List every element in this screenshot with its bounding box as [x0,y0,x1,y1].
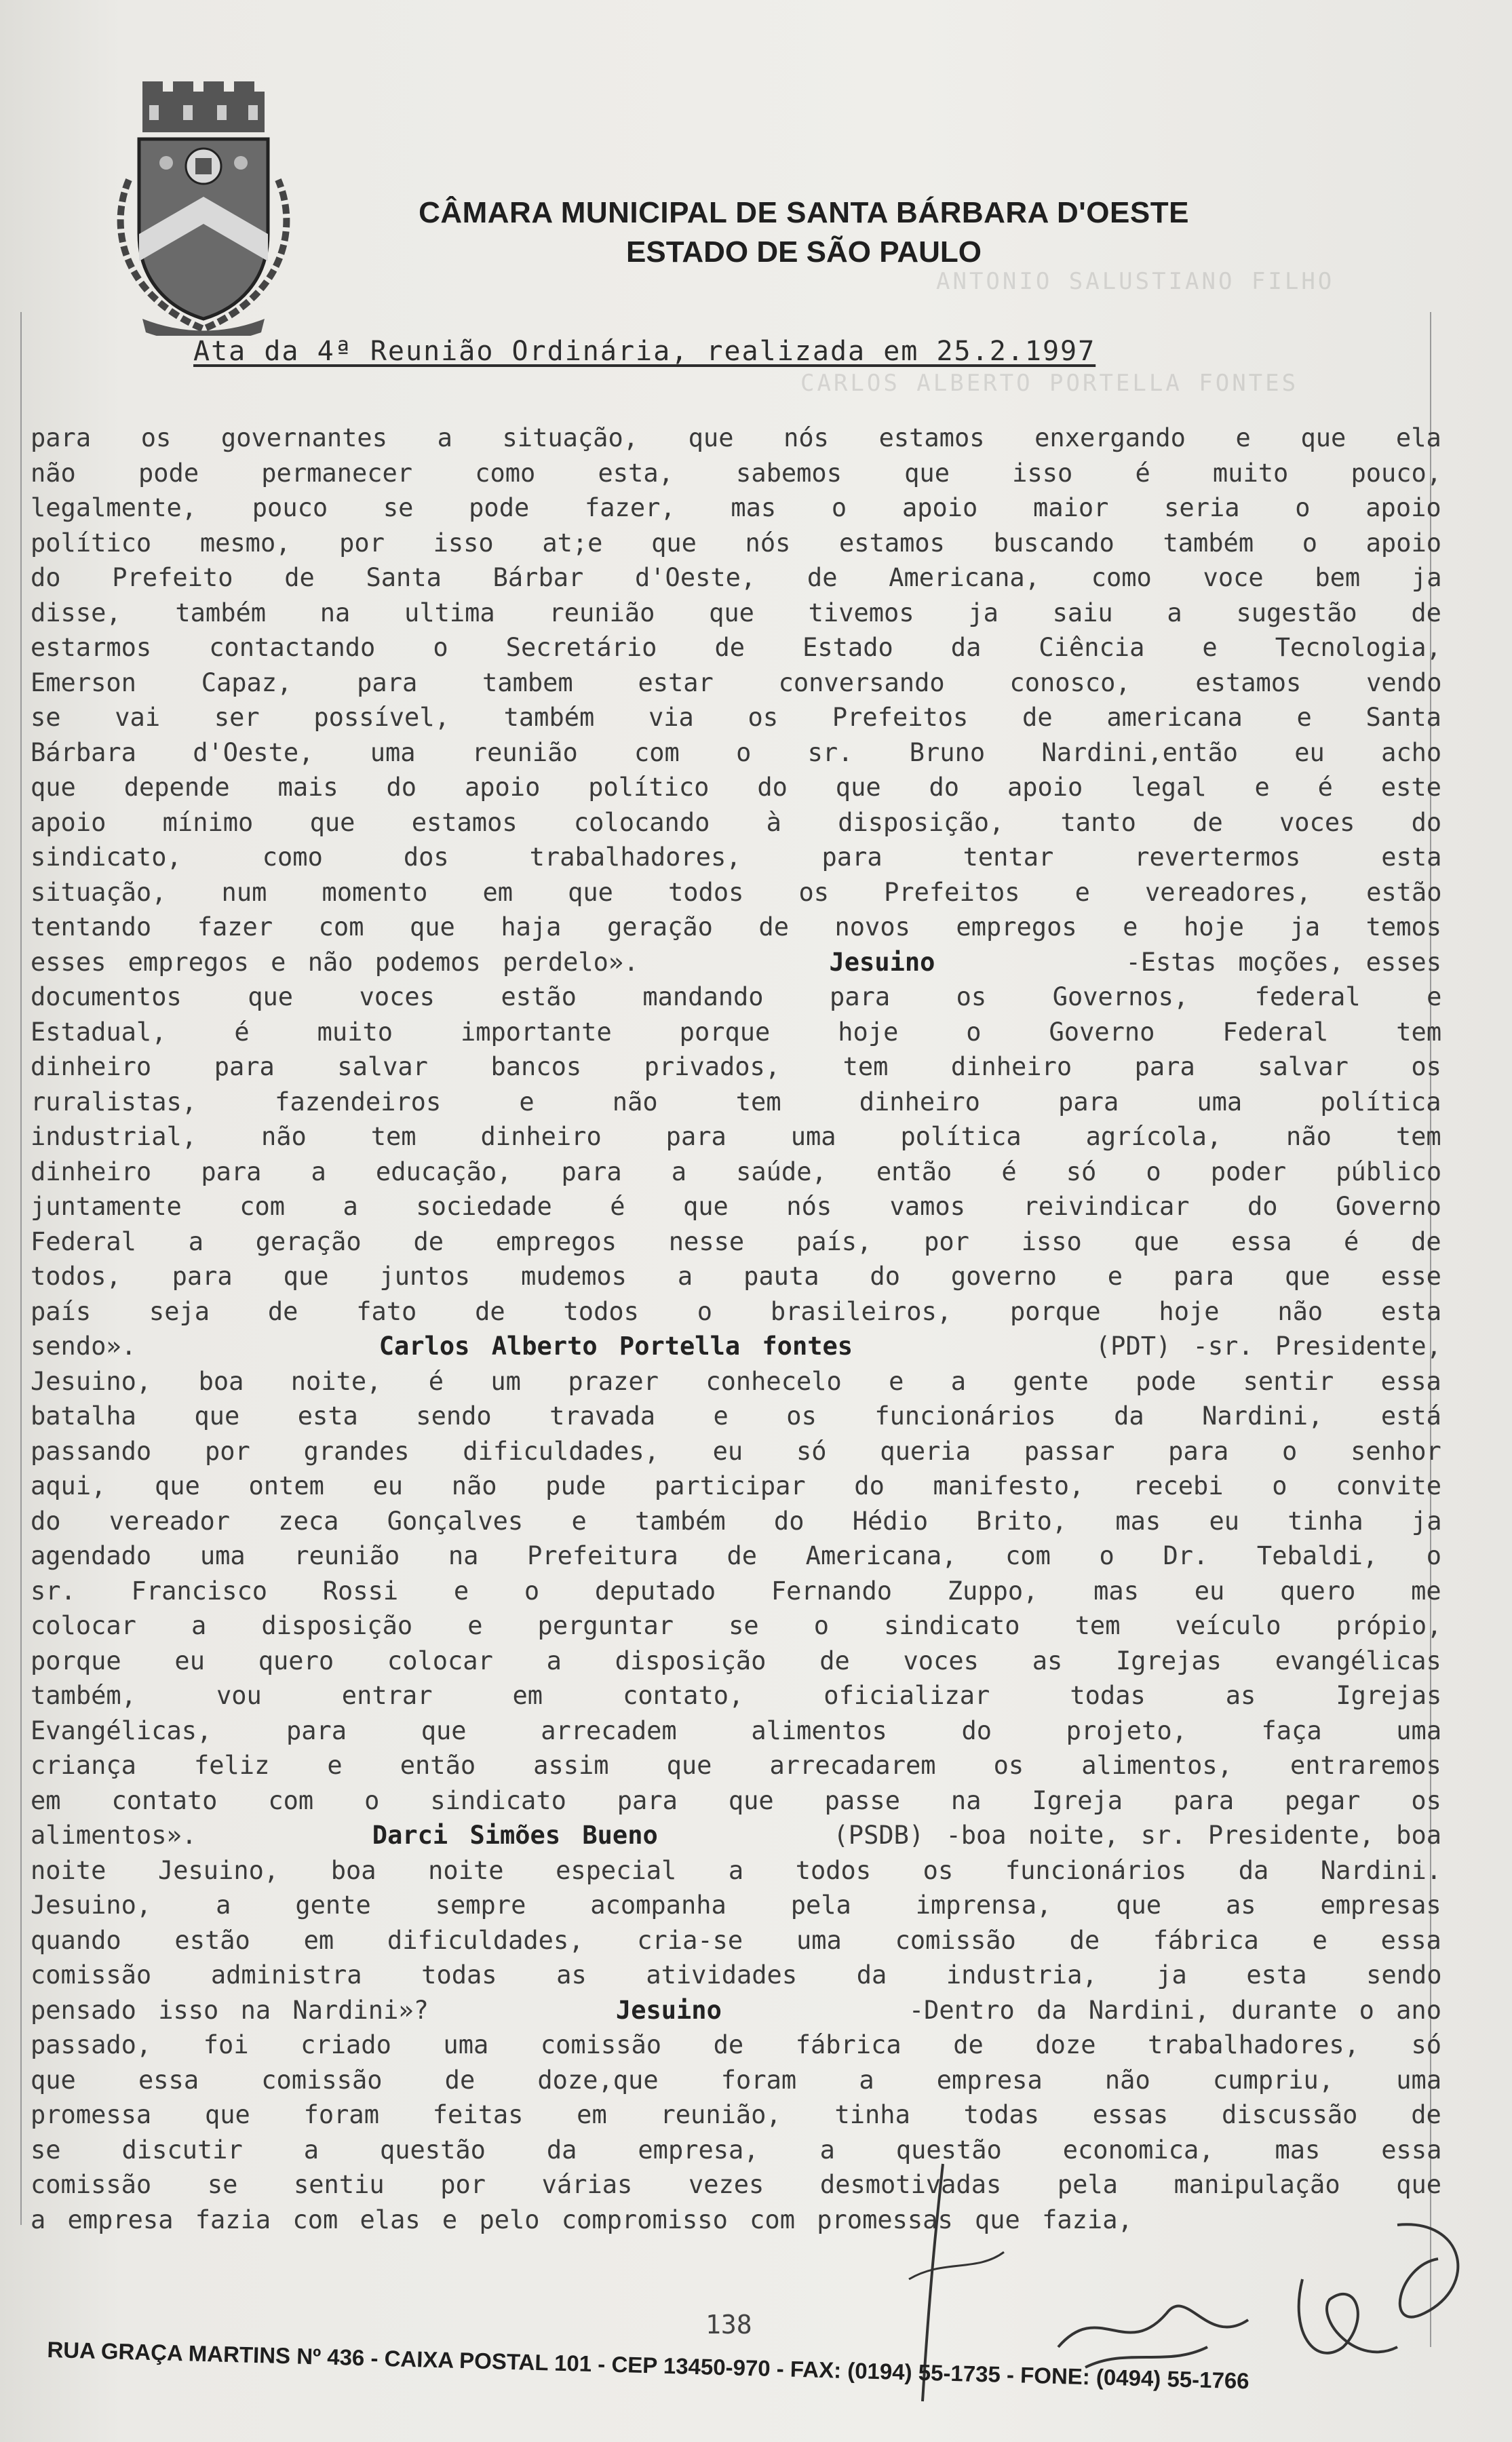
line-text: situação, num momento em que todos os Prefeitos e vereadores, estão [31,877,1442,907]
line-text: dinheiro para a educação, para a saúde, então é só o poder público [31,1157,1442,1186]
line-text: industrial, não tem dinheiro para uma política agrícola, não tem [31,1122,1441,1151]
minutes-body [31,421,1441,2237]
text-line [31,1224,1441,1260]
text-line [31,980,1441,1015]
line-text: quando estão em dificuldades, cria-se uma comissão de fábrica e essa [31,1925,1441,1955]
line-text: colocar a disposição e perguntar se o sindicato tem veículo própio, [31,1611,1442,1640]
line-text: -Estas moções, esses [1125,947,1441,977]
text-line [31,1538,1441,1574]
text-line [31,1958,1441,1993]
text-line [31,630,1441,665]
line-text: Emerson Capaz, para tambem estar conversando conosco, estamos vendo [31,667,1442,697]
text-line [31,1434,1441,1469]
text-line [31,2028,1441,2063]
minutes-title: Ata da 4ª Reunião Ordinária, realizada em 25.2.1997 [193,336,1096,367]
text-line [31,421,1441,456]
text-line [31,1783,1441,1819]
text-line [31,1119,1441,1155]
text-line [31,2063,1441,2098]
line-text: apoio mínimo que estamos colocando à disposição, tanto de voces do [31,807,1442,837]
text-line [31,1189,1441,1224]
text-line [31,1015,1441,1050]
text-line [31,1155,1441,1190]
text-line [31,1713,1441,1749]
text-line [31,1469,1441,1504]
line-text: dinheiro para salvar bancos privados, tem dinheiro para salvar os [31,1052,1441,1081]
line-text: todos, para que juntos mudemos a pauta do governo e para que esse [31,1262,1441,1291]
line-text: -Dentro da Nardini, durante o ano [908,1995,1441,2025]
line-text: juntamente com a sociedade é que nós vamos reivindicar do Governo [31,1192,1441,1221]
line-text: documentos que voces estão mandando para os Governos, federal e [31,982,1442,1011]
text-line [31,1294,1441,1330]
line-text: esses empregos e não podemos perdelo». [31,947,639,977]
letterhead-state: ESTADO DE SÃO PAULO [626,235,982,269]
line-text: Federal a geração de empregos nesse país, por isso que essa é de [31,1226,1441,1256]
line-text: (PDT) -sr. Presidente, [1095,1332,1441,1361]
line-text: Evangélicas, para que arrecadem alimentos do projeto, faça uma [31,1716,1442,1745]
show-through-text: ANTONIO SALUSTIANO FILHO [936,268,1335,295]
text-line [31,456,1441,491]
line-text: se vai ser possível, também via os Prefeitos de americana e Santa [31,703,1441,732]
text-line [31,1993,1441,2028]
line-text: noite Jesuino, boa noite especial a todos os funcionários da Nardini. [31,1855,1442,1885]
letterhead-chamber-name: CÂMARA MUNICIPAL DE SANTA BÁRBARA D'OESTE [419,196,1189,229]
line-text: criança feliz e então assim que arrecadarem os alimentos, entraremos [31,1751,1441,1780]
letterhead [380,193,1228,272]
line-text: Bárbara d'Oeste, uma reunião com o sr. Bruno Nardini,então eu acho [31,737,1442,767]
line-text: ruralistas, fazendeiros e não tem dinheiro para uma política [31,1087,1441,1117]
text-line [31,875,1441,910]
line-text: a empresa fazia com elas e pelo compromisso com promessas que fazia, [31,2205,1133,2234]
line-text: disse, também na ultima reunião que tivemos ja saiu a sugestão de [31,598,1441,627]
line-text: passado, foi criado uma comissão de fábrica de doze trabalhadores, só [31,2030,1442,2059]
line-text: Estadual, é muito importante porque hoje o Governo Federal tem [31,1017,1442,1047]
text-line [31,1853,1441,1888]
speaker-name: Carlos Alberto Portella fontes [379,1332,853,1361]
text-line [31,1608,1441,1644]
line-text: alimentos». [31,1821,197,1850]
text-line [31,735,1441,771]
line-text: Jesuino, boa noite, é um prazer conhecelo e a gente pode sentir essa [31,1366,1441,1396]
text-line [31,1259,1441,1294]
line-text: legalmente, pouco se pode fazer, mas o apoio maior seria o apoio [31,493,1441,522]
text-line [31,840,1441,875]
text-line [31,700,1441,735]
line-text: comissão administra todas as atividades da industria, ja esta sendo [31,1960,1442,1990]
line-text: país seja de fato de todos o brasileiros, porque hoje não esta [31,1296,1442,1326]
text-line [31,1644,1441,1679]
line-text: para os governantes a situação, que nós estamos enxergando e que ela [31,423,1441,452]
show-through-text: CARLOS ALBERTO PORTELLA FONTES [800,370,1299,397]
line-text: se discutir a questão da empresa, a questão economica, mas essa [31,2135,1442,2165]
line-text: político mesmo, por isso at;e que nós estamos buscando também o apoio [31,528,1442,558]
line-text: porque eu quero colocar a disposição de voces as Igrejas evangélicas [31,1646,1441,1675]
line-text: pensado isso na Nardini»? [31,1995,429,2025]
line-text: não pode permanecer como esta, sabemos que isso é muito pouco, [31,458,1442,488]
speaker-name: Jesuino [615,1995,722,2025]
line-text: do vereador zeca Gonçalves e também do Hédio Brito, mas eu tinha ja [31,1506,1442,1536]
line-text: sendo». [31,1332,136,1361]
line-text: também, vou entrar em contato, oficializar todas as Igrejas [31,1681,1442,1710]
line-text: estarmos contactando o Secretário de Estado da Ciência e Tecnologia, [31,633,1441,662]
line-text: sindicato, como dos trabalhadores, para tentar revertermos esta [31,842,1442,872]
text-line [31,1085,1441,1120]
text-line [31,805,1441,840]
text-line [31,1748,1441,1783]
line-text: Jesuino, a gente sempre acompanha pela imprensa, que as empresas [31,1891,1441,1920]
footer-address: RUA GRAÇA MARTINS Nº 436 - CAIXA POSTAL 101 - CEP 13450-970 - FAX: (0194) 55-1735 - FONE: (0494) 55-1766 [47,2337,1250,2394]
text-line [31,665,1441,701]
speaker-name: Jesuino [829,947,935,977]
text-line [31,1818,1441,1853]
coat-of-arms-icon [102,78,305,336]
text-line [31,1049,1441,1085]
line-text: que depende mais do apoio político do que do apoio legal e é este [31,773,1441,802]
text-line [31,1574,1441,1609]
line-text: comissão se sentiu por várias vezes desmotivadas pela manipulação que [31,2170,1442,2199]
line-text: passando por grandes dificuldades, eu só queria passar para o senhor [31,1436,1441,1466]
line-text: (PSDB) -boa noite, sr. Presidente, boa [833,1821,1441,1850]
line-text: que essa comissão de doze,que foram a empresa não cumpriu, uma [31,2065,1442,2095]
line-text: aqui, que ontem eu não pude participar do manifesto, recebi o convite [31,1471,1442,1500]
text-line [31,1504,1441,1539]
text-line [31,526,1441,561]
text-line [31,1923,1441,1958]
text-line [31,1678,1441,1713]
line-text: promessa que foram feitas em reunião, tinha todas essas discussão de [31,2100,1441,2129]
line-text: sr. Francisco Rossi e o deputado Fernando Zuppo, mas eu quero me [31,1576,1441,1606]
line-text: batalha que esta sendo travada e os funcionários da Nardini, está [31,1401,1441,1431]
text-line [31,490,1441,526]
speaker-name: Darci Simões Bueno [372,1821,658,1850]
text-line [31,2097,1441,2133]
line-text: tentando fazer com que haja geração de novos empregos e hoje ja temos [31,912,1442,942]
text-line [31,1399,1441,1434]
left-margin-rule [20,312,22,2225]
page-number: 138 [705,2310,752,2340]
line-text: em contato com o sindicato para que passe na Igreja para pegar os [31,1785,1441,1815]
text-line [31,1364,1441,1399]
text-line [31,1329,1441,1364]
text-line [31,596,1441,631]
line-text: agendado uma reunião na Prefeitura de Americana, com o Dr. Tebaldi, o [31,1541,1442,1570]
text-line [31,910,1441,945]
text-line [31,770,1441,805]
text-line [31,945,1441,980]
line-text: do Prefeito de Santa Bárbar d'Oeste, de Americana, como voce bem ja [31,563,1442,592]
text-line [31,1888,1441,1923]
text-line [31,560,1441,596]
